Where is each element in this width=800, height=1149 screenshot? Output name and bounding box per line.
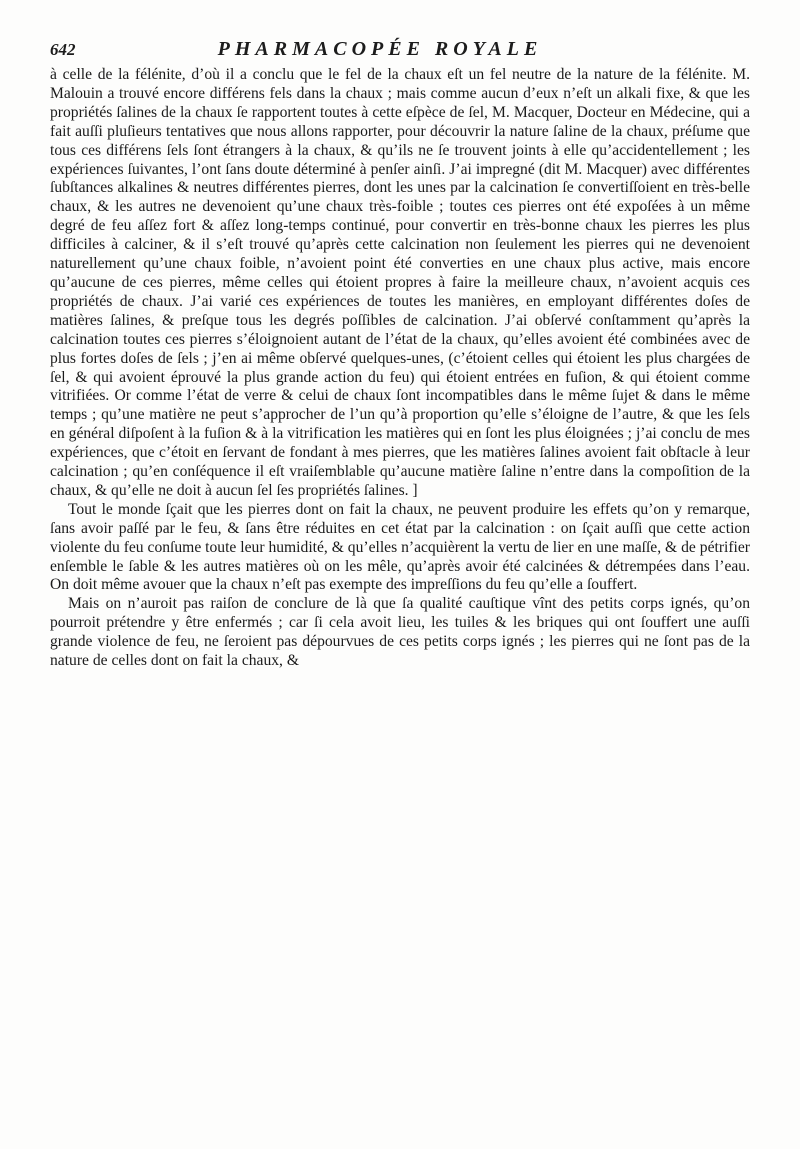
paragraph: à celle de la félénite, d’où il a conclu que le fel de la chaux eſt un fel neutre de la nature de la félénite. M. Malouin a trouvé encore différens fels dans la chaux ; mais comme aucun d’eux n’eſt un alkali fixe, & que les propriétés ſalines de la chaux ſe rapportent toutes à cette eſpèce de ſel, M. Macquer, Docteur en Médecine, qui a fait auſſi pluſieurs tentatives que nous allons rapporter, pour découvrir la nature ſaline de la chaux, préſume que tous ces différens ſels ſont étrangers à la chaux, & qu’ils ne ſe trouvent joints à elle qu’accidentellement ; les expériences ſuivantes, l’ont ſans doute déterminé à penſer ainſi. J’ai impregné (dit M. Macquer) avec différentes ſubſtances alkalines & neutres différentes pierres, dont les unes par la calcination ſe convertiſſoient en très-belle chaux, & les autres ne devenoient qu’une chaux très-foible ; toutes ces pierres ont été expoſées à un même degré de feu aſſez fort & aſſez long-temps continué, pour convertir en très-bonne chaux les pierres les plus difficiles à calciner, & il s’eſt trouvé qu’après cette calcination non ſeulement les pierres qui ne devenoient naturellement qu’une chaux foible, n’avoient point été converties en une chaux plus active, mais encore qu’aucune de ces pierres, même celles qui étoient propres à faire la meilleure chaux, n’avoient acquis ces propriétés de chaux. J’ai varié ces expériences de toutes les manières, en employant différentes doſes de matières ſalines, & preſque tous les degrés poſſibles de calcination. J’ai obſervé conſtamment qu’après la calcination toutes ces pierres s’éloignoient autant de l’état de la chaux, qu’elles avoient été combinées avec de plus fortes doſes de ſels ; j’en ai même obſervé quelques-unes, (c’étoient celles qui étoient les plus chargées de ſel, & qui avoient éprouvé la plus grande action du feu) qui étoient entrées en fuſion, & qui étoient comme vitrifiées. Or comme l’état de verre & celui de chaux ſont incompatibles dans le même ſujet & dans le même temps ; qu’une matière ne peut s’approcher de l’un qu’à proportion qu’elle s’éloigne de l’autre, & que les ſels en général diſpoſent à la fuſion & à la vitrification les matières qui en ſont les plus éloignées ; j’ai conclu de mes expériences, que c’étoit en ſervant de fondant à mes pierres, que les matières ſalines avoient fait obſtacle à leur calcination ; qu’en conſéquence il eſt vraiſemblable qu’aucune matière ſaline n’entre dans la compoſition de la chaux, & qu’elle ne doit à aucun ſel ſes propriétés ſalines. ]: [50, 66, 750, 499]
running-head: [50, 38, 750, 64]
paragraph: Tout le monde ſçait que les pierres dont on fait la chaux, ne peuvent produire les effets qu’on y remarque, ſans avoir paſſé par le feu, & ſans être réduites en cet état par la calcination : on ſçait auſſi que cette action violente du feu conſume toute leur humidité, & qu’elles n’acquièrent la vertu de lier en une maſſe, & de pétrifier enſemble le ſable & les autres matières où on les mêle, qu’après avoir été calcinées & détrempées dans l’eau. On doit même avouer que la chaux n’eſt pas exempte des impreſſions du feu qu’elle a ſouffert.: [50, 500, 750, 594]
paragraph: Mais on n’auroit pas raiſon de conclure de là que ſa qualité cauſtique vînt des petits corps ignés, qu’on pourroit prétendre y être enfermés ; car ſi cela avoit lieu, les tuiles & les briques qui ont ſouffert une auſſi grande violence de feu, ne ſeroient pas dépourvues de ces petits corps ignés ; les pierres qui ne ſont pas de la nature de celles dont on fait la chaux, &: [50, 595, 750, 670]
running-title: PHARMACOPÉE ROYALE: [217, 38, 543, 60]
body-text: [50, 66, 750, 671]
page-number: 642: [50, 40, 76, 59]
